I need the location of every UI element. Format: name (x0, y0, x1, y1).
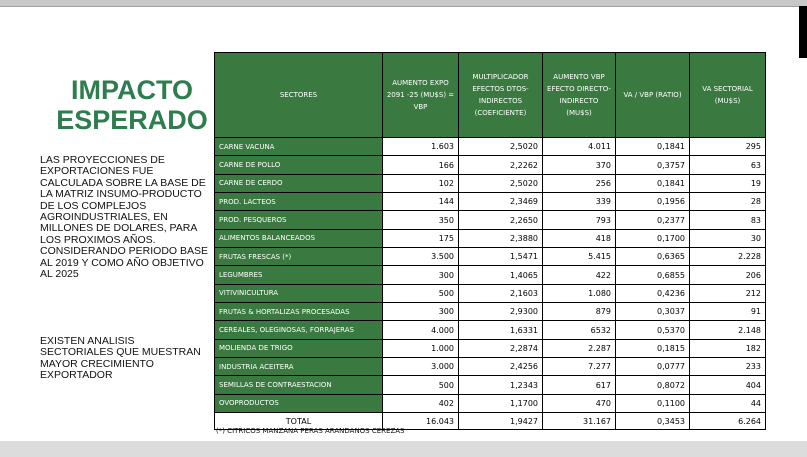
table-row (215, 193, 766, 211)
aumento-vbp-cell: 1.080 (543, 284, 616, 302)
table-row (215, 248, 766, 266)
va-sectorial-cell: 30 (690, 229, 766, 247)
va-vbp-cell: 0,1100 (616, 394, 690, 412)
sector-name: INDUSTRIA ACEITERA (215, 358, 383, 376)
aumento-expo-cell: 175 (383, 229, 459, 247)
multiplicador-cell: 2,9300 (459, 303, 543, 321)
aumento-expo-cell: 1.000 (383, 339, 459, 357)
aumento-expo-cell: 144 (383, 193, 459, 211)
table-row (215, 284, 766, 302)
aumento-vbp-cell: 879 (543, 303, 616, 321)
aumento-vbp-cell: 617 (543, 376, 616, 394)
aumento-vbp-cell: 793 (543, 211, 616, 229)
sector-name: PROD. LACTEOS (215, 193, 383, 211)
va-vbp-cell: 0,1700 (616, 229, 690, 247)
multiplicador-cell: 2,3880 (459, 229, 543, 247)
table-row (215, 229, 766, 247)
aumento-expo-cell: 402 (383, 394, 459, 412)
total-va-vbp-cell: 0,3453 (616, 413, 690, 430)
sector-name: CEREALES, OLEGINOSAS, FORRAJERAS (215, 321, 383, 339)
aumento-vbp-cell: 2.287 (543, 339, 616, 357)
sector-name: PROD. PESQUEROS (215, 211, 383, 229)
va-sectorial-cell: 2.228 (690, 248, 766, 266)
header-sectores: SECTORES (215, 53, 383, 138)
va-sectorial-cell: 182 (690, 339, 766, 357)
multiplicador-cell: 1,5471 (459, 248, 543, 266)
sector-name: OVOPRODUCTOS (215, 394, 383, 412)
aumento-expo-cell: 1.603 (383, 138, 459, 156)
va-vbp-cell: 0,2377 (616, 211, 690, 229)
aumento-vbp-cell: 470 (543, 394, 616, 412)
table-row (215, 358, 766, 376)
header-va-sectorial: VA SECTORIAL (MU$S) (690, 53, 766, 138)
multiplicador-cell: 1,2343 (459, 376, 543, 394)
sector-name: MOLIENDA DE TRIGO (215, 339, 383, 357)
top-bar (0, 0, 807, 7)
multiplicador-cell: 2,2650 (459, 211, 543, 229)
multiplicador-cell: 2,2874 (459, 339, 543, 357)
aumento-expo-cell: 300 (383, 303, 459, 321)
multiplicador-cell: 2,1603 (459, 284, 543, 302)
va-vbp-cell: 0,0777 (616, 358, 690, 376)
sector-name: FRUTAS & HORTALIZAS PROCESADAS (215, 303, 383, 321)
va-vbp-cell: 0,8072 (616, 376, 690, 394)
va-sectorial-cell: 212 (690, 284, 766, 302)
va-vbp-cell: 0,1841 (616, 138, 690, 156)
footnote: (*) CITRICOS MANZANA PERAS ARANDANOS CEREZAS (216, 427, 405, 435)
aumento-vbp-cell: 418 (543, 229, 616, 247)
multiplicador-cell: 2,5020 (459, 174, 543, 192)
multiplicador-cell: 2,2262 (459, 156, 543, 174)
header-aumento-expo: AUMENTO EXPO 2091 -25 (MU$S) = VBP (383, 53, 459, 138)
va-sectorial-cell: 83 (690, 211, 766, 229)
aumento-expo-cell: 3.500 (383, 248, 459, 266)
total-va-sectorial-cell: 6.264 (690, 413, 766, 430)
table-row (215, 174, 766, 192)
header-aumento-vbp: AUMENTO VBP EFECTO DIRECTO-INDIRECTO (MU$S) (543, 53, 616, 138)
va-sectorial-cell: 295 (690, 138, 766, 156)
va-sectorial-cell: 233 (690, 358, 766, 376)
sector-name: ALIMENTOS BALANCEADOS (215, 229, 383, 247)
va-vbp-cell: 0,1956 (616, 193, 690, 211)
sector-name: CARNE DE CERDO (215, 174, 383, 192)
va-vbp-cell: 0,4236 (616, 284, 690, 302)
va-sectorial-cell: 206 (690, 266, 766, 284)
multiplicador-cell: 1,4065 (459, 266, 543, 284)
va-sectorial-cell: 63 (690, 156, 766, 174)
aumento-vbp-cell: 6532 (543, 321, 616, 339)
aumento-vbp-cell: 339 (543, 193, 616, 211)
header-va-vbp: VA / VBP (RATIO) (616, 53, 690, 138)
aumento-expo-cell: 166 (383, 156, 459, 174)
table-header-row (215, 53, 766, 138)
aumento-expo-cell: 350 (383, 211, 459, 229)
table-row (215, 321, 766, 339)
sector-name: CARNE VACUNA (215, 138, 383, 156)
multiplicador-cell: 2,4256 (459, 358, 543, 376)
slide-title: IMPACTO ESPERADO (56, 75, 208, 135)
aumento-expo-cell: 4.000 (383, 321, 459, 339)
table-row (215, 376, 766, 394)
analysis-paragraph: EXISTEN ANALISIS SECTORIALES QUE MUESTRAN MAYOR CRECIMIENTO EXPORTADOR (40, 335, 201, 382)
sector-name: CARNE DE POLLO (215, 156, 383, 174)
table-row (215, 394, 766, 412)
table-row (215, 138, 766, 156)
aumento-vbp-cell: 422 (543, 266, 616, 284)
table-row (215, 303, 766, 321)
va-vbp-cell: 0,5370 (616, 321, 690, 339)
header-multiplicador: MULTIPLICADOR EFECTOS DTOS-INDIRECTOS (COEFICIENTE) (459, 53, 543, 138)
total-aumento-vbp-cell: 31.167 (543, 413, 616, 430)
aumento-vbp-cell: 5.415 (543, 248, 616, 266)
va-vbp-cell: 0,6855 (616, 266, 690, 284)
aumento-vbp-cell: 4.011 (543, 138, 616, 156)
va-sectorial-cell: 2.148 (690, 321, 766, 339)
bottom-bar (0, 441, 807, 457)
va-vbp-cell: 0,3037 (616, 303, 690, 321)
table-row (215, 156, 766, 174)
aumento-vbp-cell: 256 (543, 174, 616, 192)
table-row (215, 339, 766, 357)
multiplicador-cell: 1,6331 (459, 321, 543, 339)
multiplicador-cell: 1,1700 (459, 394, 543, 412)
aumento-expo-cell: 500 (383, 284, 459, 302)
aumento-vbp-cell: 370 (543, 156, 616, 174)
aumento-expo-cell: 3.000 (383, 358, 459, 376)
projection-paragraph: LAS PROYECCIONES DE EXPORTACIONES FUE CALCULADA SOBRE LA BASE DE LA MATRIZ INSUMO-PRODUCTO DE LOS COMPLEJOS AGROINDUSTRIALES, EN MILLONES DE DOLARES, PARA LOS PROXIMOS AÑOS. CONSIDERANDO PERIODO BASE AL 2019 Y COMO AÑO OBJETIVO AL 2025 (40, 154, 209, 281)
va-sectorial-cell: 19 (690, 174, 766, 192)
sector-name: FRUTAS FRESCAS (*) (215, 248, 383, 266)
aumento-expo-cell: 500 (383, 376, 459, 394)
sector-name: SEMILLAS DE CONTRAESTACION (215, 376, 383, 394)
total-multiplicador-cell: 1,9427 (459, 413, 543, 430)
va-vbp-cell: 0,6365 (616, 248, 690, 266)
va-sectorial-cell: 404 (690, 376, 766, 394)
aumento-vbp-cell: 7.277 (543, 358, 616, 376)
multiplicador-cell: 2,3469 (459, 193, 543, 211)
va-sectorial-cell: 91 (690, 303, 766, 321)
total-sector-name: TOTAL (215, 413, 383, 430)
va-vbp-cell: 0,1841 (616, 174, 690, 192)
sector-name: LEGUMBRES (215, 266, 383, 284)
total-aumento-expo-cell: 16.043 (383, 413, 459, 430)
multiplicador-cell: 2,5020 (459, 138, 543, 156)
va-sectorial-cell: 28 (690, 193, 766, 211)
edge-strip (799, 6, 807, 58)
table-row (215, 211, 766, 229)
impact-table (214, 52, 766, 430)
aumento-expo-cell: 300 (383, 266, 459, 284)
table-row (215, 266, 766, 284)
va-sectorial-cell: 44 (690, 394, 766, 412)
va-vbp-cell: 0,3757 (616, 156, 690, 174)
sector-name: VITIVINICULTURA (215, 284, 383, 302)
va-vbp-cell: 0,1815 (616, 339, 690, 357)
aumento-expo-cell: 102 (383, 174, 459, 192)
